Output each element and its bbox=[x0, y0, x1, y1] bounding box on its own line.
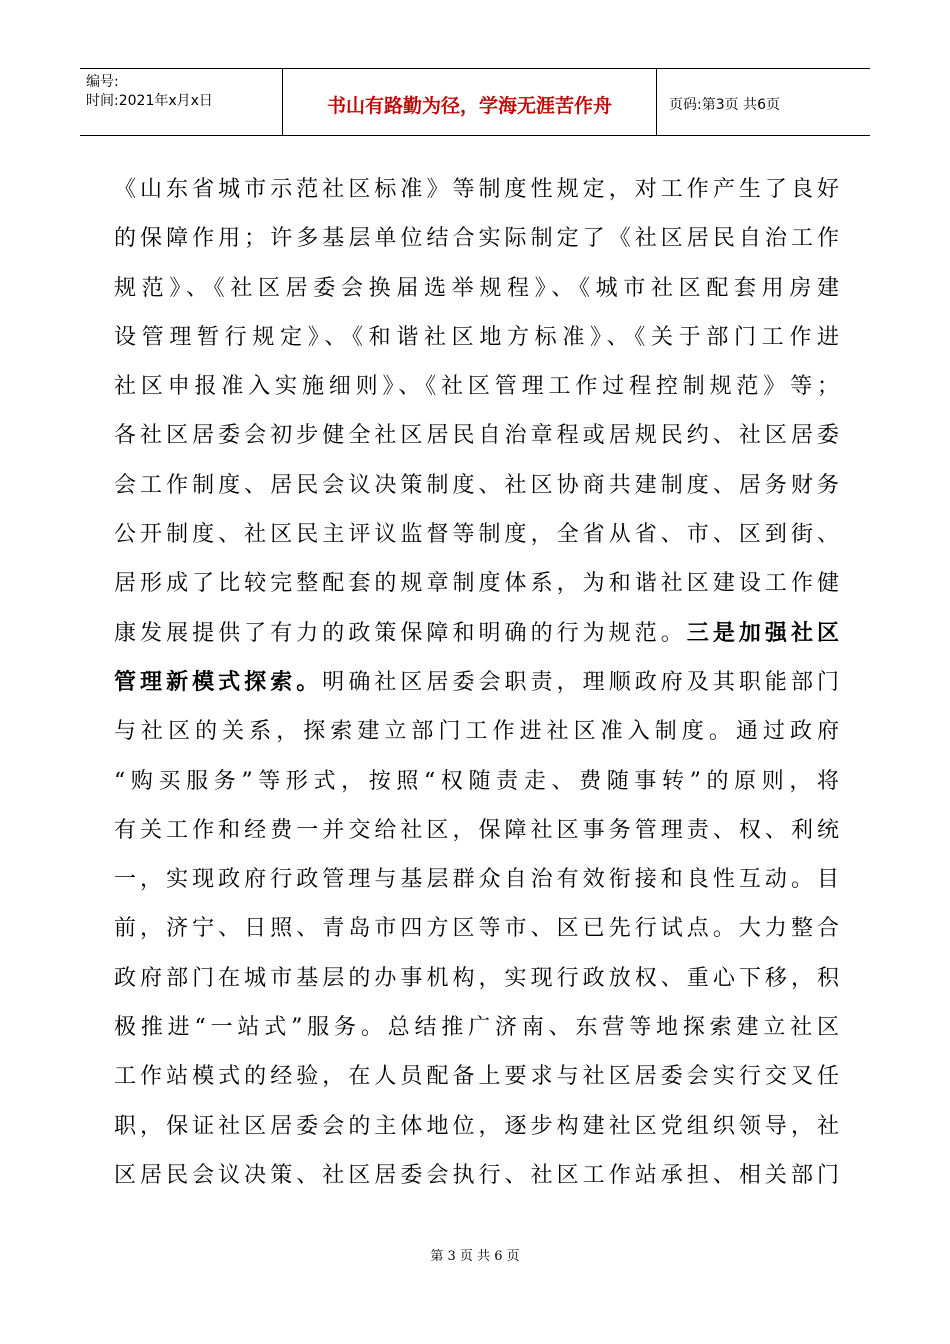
body-line: 《山东省城市示范社区标准》等制度性规定，对工作产生了良好 bbox=[114, 177, 839, 202]
body-line: 一，实现政府行政管理与基层群众自治有效衔接和良性互动。目 bbox=[114, 867, 839, 893]
header-page-code: 页码:第3页 共6页 bbox=[669, 97, 780, 113]
body-line: 的保障作用；许多基层单位结合实际制定了《社区居民自治工作 bbox=[114, 226, 839, 252]
page-footer: 第 3 页 共 6 页 bbox=[430, 1249, 520, 1264]
body-line: 规范》、《社区居委会换届选举规程》、《城市社区配套用房建 bbox=[114, 275, 839, 301]
body-line: 设管理暂行规定》、《和谐社区地方标准》、《关于部门工作进 bbox=[114, 324, 839, 350]
body-line: 与社区的关系，探索建立部门工作进社区准入制度。通过政府 bbox=[114, 719, 839, 745]
body-line: 各社区居委会初步健全社区居民自治章程或居规民约、社区居委 bbox=[114, 423, 839, 449]
body-line-text: 明确社区居委会职责，理顺政府及其职能部门 bbox=[322, 669, 839, 695]
header-meta bbox=[80, 69, 283, 135]
document-number-label: 编号: bbox=[86, 74, 119, 90]
page-header bbox=[80, 68, 870, 136]
document-time-label: 时间:2021年x月x日 bbox=[86, 93, 213, 109]
body-line: 公开制度、社区民主评议监督等制度，全省从省、市、区到街、 bbox=[114, 522, 839, 548]
section-heading-bold-cont: 管理新模式探索。 bbox=[114, 668, 323, 695]
body-line: 社区申报准入实施细则》、《社区管理工作过程控制规范》等； bbox=[114, 374, 839, 400]
header-motto: 书山有路勤为径，学海无涯苦作舟 bbox=[283, 69, 657, 135]
body-line: 区居民会议决策、社区居委会执行、社区工作站承担、相关部门 bbox=[114, 1162, 839, 1188]
section-heading-bold: 三是加强社区 bbox=[686, 619, 839, 646]
body-line-text: 康发展提供了有力的政策保障和明确的行为规范。 bbox=[114, 620, 687, 646]
body-line: 极推进“一站式”服务。总结推广济南、东营等地探索建立社区 bbox=[114, 1015, 839, 1041]
body-line: 政府部门在城市基层的办事机构，实现行政放权、重心下移，积 bbox=[114, 965, 839, 991]
body-line-mixed bbox=[114, 658, 839, 707]
document-body bbox=[114, 165, 839, 1200]
body-line: 工作站模式的经验，在人员配备上要求与社区居委会实行交叉任 bbox=[114, 1064, 839, 1090]
body-line: 会工作制度、居民会议决策制度、社区协商共建制度、居务财务 bbox=[114, 472, 839, 498]
body-line: 职，保证社区居委会的主体地位，逐步构建社区党组织领导，社 bbox=[114, 1113, 839, 1139]
body-line-mixed bbox=[114, 609, 839, 658]
body-line: 居形成了比较完整配套的规章制度体系，为和谐社区建设工作健 bbox=[114, 571, 839, 597]
body-line: 有关工作和经费一并交给社区，保障社区事务管理责、权、利统 bbox=[114, 817, 839, 843]
body-line: 前，济宁、日照、青岛市四方区等市、区已先行试点。大力整合 bbox=[114, 916, 839, 942]
body-line: “购买服务”等形式，按照“权随责走、费随事转”的原则，将 bbox=[114, 768, 839, 794]
